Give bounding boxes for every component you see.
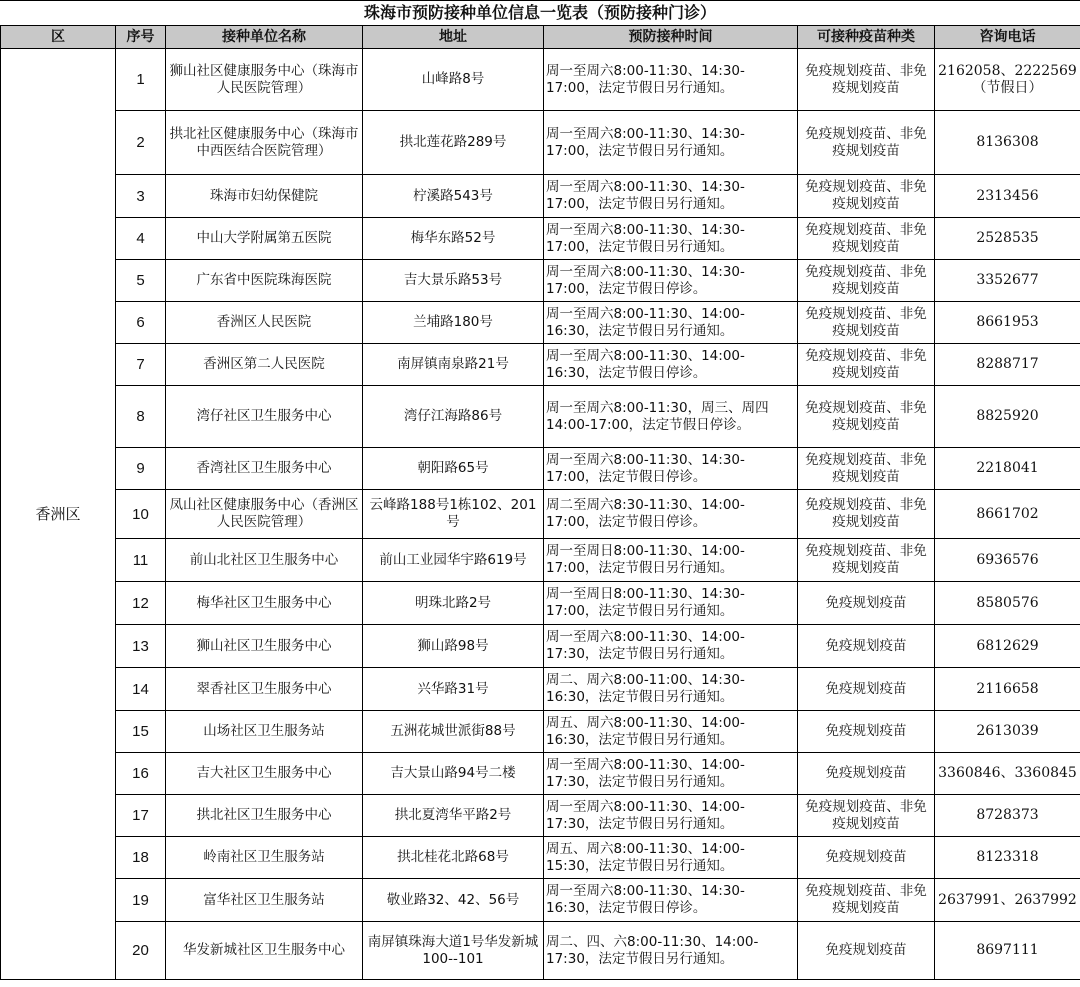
address-cell: 南屏镇南泉路21号 bbox=[363, 344, 544, 386]
name-cell: 凤山社区健康服务中心（香洲区人民医院管理） bbox=[166, 490, 363, 539]
address-cell: 山峰路8号 bbox=[363, 49, 544, 111]
seq-cell: 18 bbox=[116, 837, 166, 879]
time-cell: 周二至周六8:30-11:30、14:00-17:00，法定节假日停诊。 bbox=[544, 490, 798, 539]
time-cell: 周一至周六8:00-11:30，周三、周四14:00-17:00，法定节假日停诊。 bbox=[544, 386, 798, 448]
address-cell: 柠溪路543号 bbox=[363, 175, 544, 218]
table-row bbox=[1, 344, 1080, 386]
seq-cell: 6 bbox=[116, 302, 166, 344]
seq-cell: 3 bbox=[116, 175, 166, 218]
seq-cell: 5 bbox=[116, 260, 166, 302]
name-cell: 梅华社区卫生服务中心 bbox=[166, 582, 363, 625]
name-cell: 富华社区卫生服务站 bbox=[166, 879, 363, 922]
header-time: 预防接种时间 bbox=[544, 26, 798, 49]
table-row bbox=[1, 49, 1080, 111]
phone-cell: 8136308 bbox=[935, 111, 1080, 175]
seq-cell: 12 bbox=[116, 582, 166, 625]
phone-cell: 2116658 bbox=[935, 668, 1080, 711]
address-cell: 梅华东路52号 bbox=[363, 218, 544, 260]
vaccine-cell: 免疫规划疫苗、非免疫规划疫苗 bbox=[798, 539, 935, 582]
address-cell: 拱北莲花路289号 bbox=[363, 111, 544, 175]
name-cell: 狮山社区卫生服务中心 bbox=[166, 625, 363, 668]
phone-cell: 2528535 bbox=[935, 218, 1080, 260]
name-cell: 华发新城社区卫生服务中心 bbox=[166, 922, 363, 980]
time-cell: 周一至周六8:00-11:30、14:00-17:30，法定节假日另行通知。 bbox=[544, 753, 798, 795]
vaccine-cell: 免疫规划疫苗、非免疫规划疫苗 bbox=[798, 795, 935, 837]
table-row bbox=[1, 922, 1080, 980]
time-cell: 周一至周六8:00-11:30、14:30-16:30，法定节假日停诊。 bbox=[544, 879, 798, 922]
vaccine-cell: 免疫规划疫苗 bbox=[798, 625, 935, 668]
district-cell: 香洲区 bbox=[1, 49, 116, 980]
seq-cell: 4 bbox=[116, 218, 166, 260]
seq-cell: 17 bbox=[116, 795, 166, 837]
time-cell: 周五、周六8:00-11:30、14:00-15:30，法定节假日另行通知。 bbox=[544, 837, 798, 879]
vaccine-cell: 免疫规划疫苗、非免疫规划疫苗 bbox=[798, 386, 935, 448]
seq-cell: 15 bbox=[116, 711, 166, 753]
time-cell: 周一至周六8:00-11:30、14:00-17:30，法定节假日另行通知。 bbox=[544, 795, 798, 837]
address-cell: 敬业路32、42、56号 bbox=[363, 879, 544, 922]
address-cell: 吉大景乐路53号 bbox=[363, 260, 544, 302]
table-row bbox=[1, 218, 1080, 260]
table-row bbox=[1, 837, 1080, 879]
time-cell: 周一至周六8:00-11:30、14:30-17:00，法定节假日另行通知。 bbox=[544, 111, 798, 175]
phone-cell: 8697111 bbox=[935, 922, 1080, 980]
time-cell: 周二、周六8:00-11:00、14:30-16:30，法定节假日另行通知。 bbox=[544, 668, 798, 711]
vaccine-cell: 免疫规划疫苗、非免疫规划疫苗 bbox=[798, 879, 935, 922]
seq-cell: 14 bbox=[116, 668, 166, 711]
seq-cell: 20 bbox=[116, 922, 166, 980]
phone-cell: 2218041 bbox=[935, 448, 1080, 490]
seq-cell: 7 bbox=[116, 344, 166, 386]
header-vaccine: 可接种疫苗种类 bbox=[798, 26, 935, 49]
name-cell: 珠海市妇幼保健院 bbox=[166, 175, 363, 218]
vaccination-table bbox=[0, 25, 1080, 980]
table-row bbox=[1, 582, 1080, 625]
phone-cell: 8661702 bbox=[935, 490, 1080, 539]
address-cell: 五洲花城世派街88号 bbox=[363, 711, 544, 753]
phone-cell: 8825920 bbox=[935, 386, 1080, 448]
phone-cell: 3352677 bbox=[935, 260, 1080, 302]
address-cell: 朝阳路65号 bbox=[363, 448, 544, 490]
seq-cell: 2 bbox=[116, 111, 166, 175]
address-cell: 云峰路188号1栋102、201号 bbox=[363, 490, 544, 539]
phone-cell: 8123318 bbox=[935, 837, 1080, 879]
phone-cell: 2637991、2637992 bbox=[935, 879, 1080, 922]
name-cell: 拱北社区健康服务中心（珠海市中西医结合医院管理） bbox=[166, 111, 363, 175]
address-cell: 明珠北路2号 bbox=[363, 582, 544, 625]
vaccine-cell: 免疫规划疫苗 bbox=[798, 922, 935, 980]
time-cell: 周一至周六8:00-11:30、14:30-17:00，法定节假日停诊。 bbox=[544, 448, 798, 490]
seq-cell: 8 bbox=[116, 386, 166, 448]
vaccine-cell: 免疫规划疫苗、非免疫规划疫苗 bbox=[798, 49, 935, 111]
header-district: 区 bbox=[1, 26, 116, 49]
vaccine-cell: 免疫规划疫苗 bbox=[798, 753, 935, 795]
phone-cell: 6812629 bbox=[935, 625, 1080, 668]
name-cell: 中山大学附属第五医院 bbox=[166, 218, 363, 260]
table-row bbox=[1, 111, 1080, 175]
time-cell: 周一至周六8:00-11:30、14:30-17:00，法定节假日停诊。 bbox=[544, 260, 798, 302]
seq-cell: 1 bbox=[116, 49, 166, 111]
address-cell: 狮山路98号 bbox=[363, 625, 544, 668]
phone-cell: 8661953 bbox=[935, 302, 1080, 344]
name-cell: 香湾社区卫生服务中心 bbox=[166, 448, 363, 490]
header-name: 接种单位名称 bbox=[166, 26, 363, 49]
header-address: 地址 bbox=[363, 26, 544, 49]
name-cell: 香洲区人民医院 bbox=[166, 302, 363, 344]
name-cell: 吉大社区卫生服务中心 bbox=[166, 753, 363, 795]
time-cell: 周一至周日8:00-11:30、14:00-17:00，法定节假日另行通知。 bbox=[544, 539, 798, 582]
phone-cell: 8288717 bbox=[935, 344, 1080, 386]
address-cell: 拱北桂花北路68号 bbox=[363, 837, 544, 879]
table-row bbox=[1, 386, 1080, 448]
table-row bbox=[1, 539, 1080, 582]
seq-cell: 19 bbox=[116, 879, 166, 922]
phone-cell: 2313456 bbox=[935, 175, 1080, 218]
seq-cell: 13 bbox=[116, 625, 166, 668]
name-cell: 香洲区第二人民医院 bbox=[166, 344, 363, 386]
table-row bbox=[1, 711, 1080, 753]
seq-cell: 9 bbox=[116, 448, 166, 490]
table-row bbox=[1, 668, 1080, 711]
name-cell: 广东省中医院珠海医院 bbox=[166, 260, 363, 302]
time-cell: 周一至周六8:00-11:30、14:30-17:00，法定节假日另行通知。 bbox=[544, 218, 798, 260]
seq-cell: 11 bbox=[116, 539, 166, 582]
vaccine-cell: 免疫规划疫苗、非免疫规划疫苗 bbox=[798, 175, 935, 218]
time-cell: 周一至周六8:00-11:30、14:00-16:30，法定节假日另行通知。 bbox=[544, 302, 798, 344]
name-cell: 翠香社区卫生服务中心 bbox=[166, 668, 363, 711]
phone-cell: 6936576 bbox=[935, 539, 1080, 582]
table-title: 珠海市预防接种单位信息一览表（预防接种门诊） bbox=[0, 0, 1080, 25]
table-row bbox=[1, 302, 1080, 344]
table-row bbox=[1, 625, 1080, 668]
header-row bbox=[1, 26, 1080, 49]
seq-cell: 10 bbox=[116, 490, 166, 539]
address-cell: 兴华路31号 bbox=[363, 668, 544, 711]
vaccine-cell: 免疫规划疫苗 bbox=[798, 837, 935, 879]
table-row bbox=[1, 753, 1080, 795]
vaccine-cell: 免疫规划疫苗、非免疫规划疫苗 bbox=[798, 260, 935, 302]
address-cell: 兰埔路180号 bbox=[363, 302, 544, 344]
seq-cell: 16 bbox=[116, 753, 166, 795]
phone-cell: 8728373 bbox=[935, 795, 1080, 837]
name-cell: 拱北社区卫生服务中心 bbox=[166, 795, 363, 837]
header-seq: 序号 bbox=[116, 26, 166, 49]
address-cell: 拱北夏湾华平路2号 bbox=[363, 795, 544, 837]
vaccine-cell: 免疫规划疫苗 bbox=[798, 711, 935, 753]
phone-cell: 8580576 bbox=[935, 582, 1080, 625]
name-cell: 湾仔社区卫生服务中心 bbox=[166, 386, 363, 448]
time-cell: 周一至周日8:00-11:30、14:30-17:00，法定节假日另行通知。 bbox=[544, 582, 798, 625]
table-row bbox=[1, 175, 1080, 218]
vaccine-cell: 免疫规划疫苗、非免疫规划疫苗 bbox=[798, 448, 935, 490]
address-cell: 湾仔江海路86号 bbox=[363, 386, 544, 448]
vaccine-cell: 免疫规划疫苗、非免疫规划疫苗 bbox=[798, 302, 935, 344]
address-cell: 吉大景山路94号二楼 bbox=[363, 753, 544, 795]
table-row bbox=[1, 490, 1080, 539]
header-phone: 咨询电话 bbox=[935, 26, 1080, 49]
phone-cell: 3360846、3360845 bbox=[935, 753, 1080, 795]
name-cell: 山场社区卫生服务站 bbox=[166, 711, 363, 753]
vaccine-cell: 免疫规划疫苗、非免疫规划疫苗 bbox=[798, 344, 935, 386]
time-cell: 周一至周六8:00-11:30、14:00-17:30，法定节假日另行通知。 bbox=[544, 625, 798, 668]
time-cell: 周五、周六8:00-11:30、14:00-16:30，法定节假日另行通知。 bbox=[544, 711, 798, 753]
address-cell: 前山工业园华宇路619号 bbox=[363, 539, 544, 582]
time-cell: 周一至周六8:00-11:30、14:00-16:30，法定节假日停诊。 bbox=[544, 344, 798, 386]
phone-cell: 2613039 bbox=[935, 711, 1080, 753]
table-row bbox=[1, 260, 1080, 302]
name-cell: 狮山社区健康服务中心（珠海市人民医院管理） bbox=[166, 49, 363, 111]
time-cell: 周二、四、六8:00-11:30、14:00-17:30，法定节假日另行通知。 bbox=[544, 922, 798, 980]
vaccine-cell: 免疫规划疫苗、非免疫规划疫苗 bbox=[798, 490, 935, 539]
vaccine-cell: 免疫规划疫苗 bbox=[798, 582, 935, 625]
phone-cell: 2162058、2222569（节假日） bbox=[935, 49, 1080, 111]
name-cell: 前山北社区卫生服务中心 bbox=[166, 539, 363, 582]
time-cell: 周一至周六8:00-11:30、14:30-17:00，法定节假日另行通知。 bbox=[544, 175, 798, 218]
table-row bbox=[1, 448, 1080, 490]
table-row bbox=[1, 879, 1080, 922]
name-cell: 岭南社区卫生服务站 bbox=[166, 837, 363, 879]
vaccine-cell: 免疫规划疫苗 bbox=[798, 668, 935, 711]
vaccine-cell: 免疫规划疫苗、非免疫规划疫苗 bbox=[798, 111, 935, 175]
time-cell: 周一至周六8:00-11:30、14:30-17:00，法定节假日另行通知。 bbox=[544, 49, 798, 111]
vaccine-cell: 免疫规划疫苗、非免疫规划疫苗 bbox=[798, 218, 935, 260]
table-row bbox=[1, 795, 1080, 837]
table-body bbox=[1, 49, 1080, 980]
address-cell: 南屏镇珠海大道1号华发新城100--101 bbox=[363, 922, 544, 980]
